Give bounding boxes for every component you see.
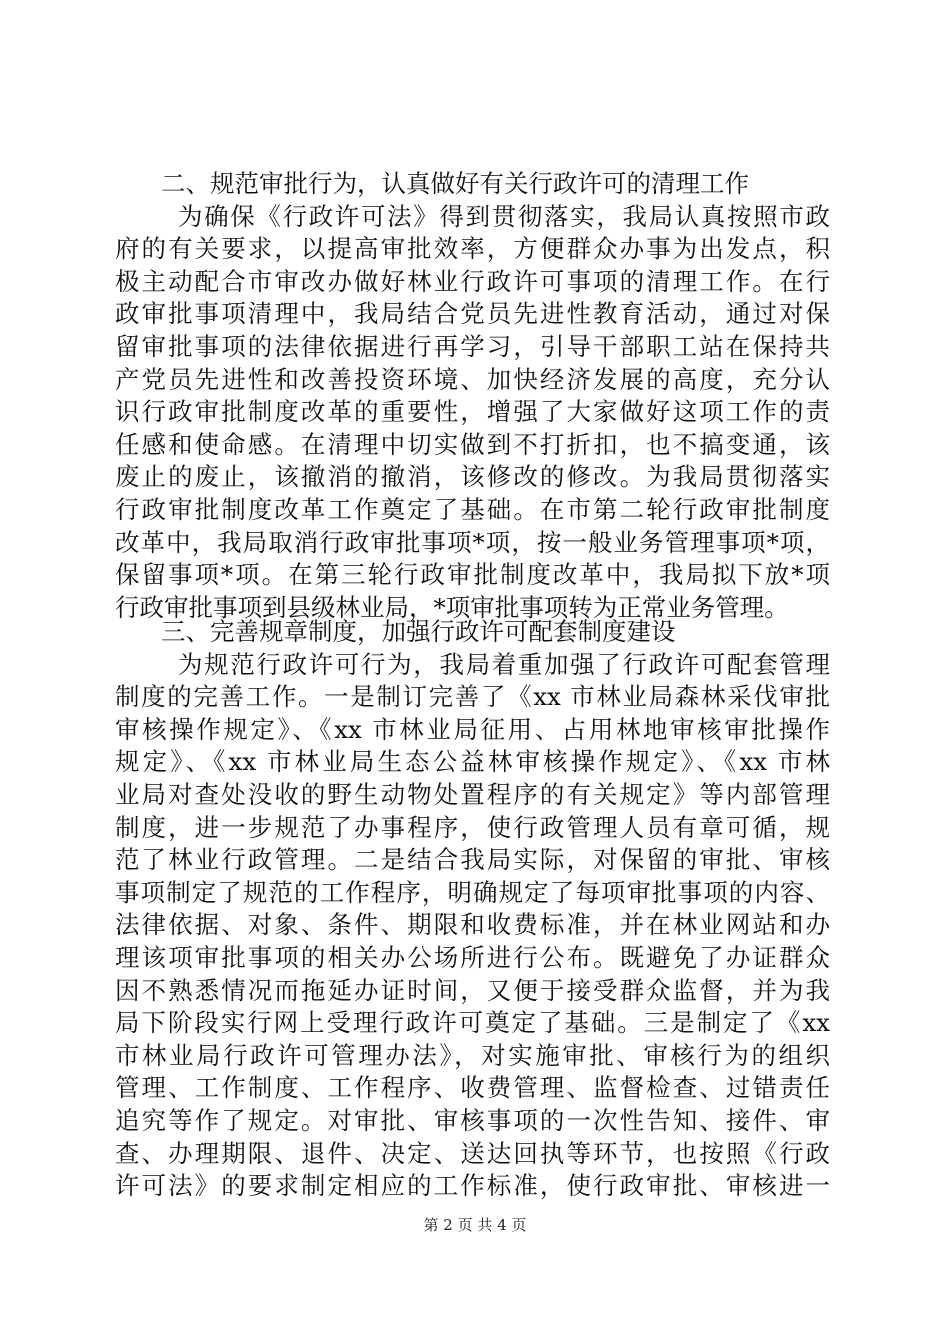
paragraph-line: 市林业局行政许可管理办法》，对实施审批、审核行为的组织: [115, 1040, 830, 1070]
paragraph-line: 行政审批制度改革工作奠定了基础。在市第二轮行政审批制度: [115, 494, 830, 524]
paragraph-line: 府的有关要求，以提高审批效率，方便群众办事为出发点，积: [115, 234, 830, 264]
paragraph-line: 废止的废止，该撤消的撤消，该修改的修改。为我局贯彻落实: [115, 462, 830, 492]
section-2: [115, 168, 830, 624]
paragraph-line: 识行政审批制度改革的重要性，增强了大家做好这项工作的责: [115, 397, 830, 427]
paragraph-line: 查、办理期限、退件、决定、送达回执等环节，也按照《行政: [115, 1138, 830, 1168]
paragraph-line: 事项制定了规范的工作程序，明确规定了每项审批事项的内容、: [115, 877, 830, 907]
paragraph-line: 为规范行政许可行为，我局着重加强了行政许可配套管理: [178, 649, 830, 679]
paragraph-line: 法律依据、对象、条件、期限和收费标准，并在林业网站和办: [115, 910, 830, 940]
paragraph-line: 保留事项*项。在第三轮行政审批制度改革中，我局拟下放*项: [115, 560, 830, 590]
section-heading: 二、规范审批行为，认真做好有关行政许可的清理工作: [161, 169, 749, 198]
paragraph-line: 留审批事项的法律依据进行再学习，引导干部职工站在保持共: [115, 331, 830, 361]
paragraph-line: 产党员先进性和改善投资环境、加快经济发展的高度，充分认: [115, 364, 830, 394]
paragraph-line: 为确保《行政许可法》得到贯彻落实，我局认真按照市政: [178, 201, 830, 231]
page-number-footer: 第 2 页 共 4 页: [423, 1216, 527, 1234]
paragraph-line: 理该项审批事项的相关办公场所进行公布。既避免了办证群众: [115, 942, 830, 972]
paragraph-line: 行政审批事项到县级林业局，*项审批事项转为正常业务管理。: [115, 592, 789, 622]
paragraph-line: 范了林业行政管理。二是结合我局实际，对保留的审批、审核: [115, 845, 830, 875]
paragraph-line: 规定》、《xx 市林业局生态公益林审核操作规定》、《xx 市林: [115, 747, 830, 777]
paragraph-line: 因不熟悉情况而拖延办证时间，又便于接受群众监督，并为我: [115, 975, 830, 1005]
paragraph-line: 许可法》的要求制定相应的工作标准，使行政审批、审核进一: [115, 1171, 830, 1201]
paragraph-line: 追究等作了规定。对审批、审核事项的一次性告知、接件、审: [115, 1105, 830, 1135]
paragraph-line: 政审批事项清理中，我局结合党员先进性教育活动，通过对保: [115, 299, 830, 329]
paragraph-line: 审核操作规定》、《xx 市林业局征用、占用林地审核审批操作: [115, 714, 830, 744]
paragraph-line: 业局对查处没收的野生动物处置程序的有关规定》等内部管理: [115, 779, 830, 809]
paragraph-line: 制度，进一步规范了办事程序，使行政管理人员有章可循，规: [115, 812, 830, 842]
paragraph-line: 管理、工作制度、工作程序、收费管理、监督检查、过错责任: [115, 1073, 830, 1103]
paragraph-line: 极主动配合市审改办做好林业行政许可事项的清理工作。在行: [115, 266, 830, 296]
paragraph-line: 改革中，我局取消行政审批事项*项，按一般业务管理事项*项，: [115, 527, 830, 557]
paragraph-line: 局下阶段实行网上受理行政许可奠定了基础。三是制定了《xx: [115, 1008, 830, 1038]
paragraph-line: 任感和使命感。在清理中切实做到不打折扣，也不搞变通，该: [115, 429, 830, 459]
section-3: [115, 616, 830, 1203]
paragraph-line: 制度的完善工作。一是制订完善了《xx 市林业局森林采伐审批: [115, 682, 830, 712]
section-heading: 三、完善规章制度，加强行政许可配套制度建设: [161, 617, 676, 646]
